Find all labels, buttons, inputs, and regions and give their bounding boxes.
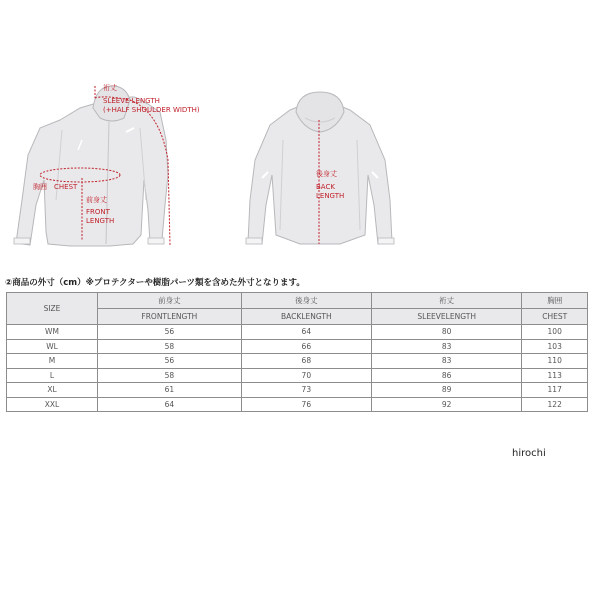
value-cell: 73 — [241, 383, 371, 398]
col-header-sleeve-en: SLEEVELENGTH — [371, 309, 521, 325]
table-row — [7, 339, 588, 354]
back-jacket-illustration — [246, 92, 394, 244]
value-cell: 56 — [98, 354, 242, 369]
value-cell: 66 — [241, 339, 371, 354]
brand-watermark: hirochi — [512, 448, 546, 459]
col-header-front-jp: 前身丈 — [98, 293, 242, 309]
table-row — [7, 383, 588, 398]
back-length-label-en: BACK — [316, 183, 335, 191]
front-length-label-en: FRONT — [86, 208, 110, 216]
col-header-chest-jp: 胸囲 — [522, 293, 588, 309]
value-cell: 113 — [522, 368, 588, 383]
value-cell: 58 — [98, 368, 242, 383]
value-cell: 76 — [241, 397, 371, 412]
table-row — [7, 368, 588, 383]
size-table — [6, 292, 588, 412]
value-cell: 68 — [241, 354, 371, 369]
value-cell: 100 — [522, 325, 588, 340]
size-cell: XXL — [7, 397, 98, 412]
back-length-label-en-sub: LENGTH — [316, 192, 345, 200]
size-cell: WM — [7, 325, 98, 340]
table-row — [7, 354, 588, 369]
table-row — [7, 325, 588, 340]
value-cell: 64 — [98, 397, 242, 412]
jacket-diagram — [0, 0, 600, 270]
size-cell: L — [7, 368, 98, 383]
sleeve-label-jp: 裄丈 — [103, 84, 117, 92]
chest-label-en: CHEST — [54, 183, 78, 191]
value-cell: 122 — [522, 397, 588, 412]
value-cell: 58 — [98, 339, 242, 354]
size-cell: M — [7, 354, 98, 369]
value-cell: 103 — [522, 339, 588, 354]
value-cell: 64 — [241, 325, 371, 340]
value-cell: 89 — [371, 383, 521, 398]
sleeve-label-en-sub: (+HALF SHOULDER WIDTH) — [103, 106, 200, 114]
table-header-row-jp — [7, 293, 588, 309]
measurement-note: ②商品の外寸（cm）※プロテクターや樹脂パーツ類を含めた外寸となります。 — [5, 278, 305, 288]
size-cell: WL — [7, 339, 98, 354]
col-header-back-en: BACKLENGTH — [241, 309, 371, 325]
value-cell: 56 — [98, 325, 242, 340]
col-header-front-en: FRONTLENGTH — [98, 309, 242, 325]
value-cell: 80 — [371, 325, 521, 340]
chest-label-jp: 胸囲 — [33, 183, 47, 191]
value-cell: 92 — [371, 397, 521, 412]
value-cell: 83 — [371, 339, 521, 354]
value-cell: 110 — [522, 354, 588, 369]
back-length-label-jp: 後身丈 — [316, 170, 337, 178]
size-cell: XL — [7, 383, 98, 398]
front-length-label-jp: 前身丈 — [86, 196, 107, 204]
front-length-label-en-sub: LENGTH — [86, 217, 115, 225]
col-header-chest-en: CHEST — [522, 309, 588, 325]
table-row — [7, 397, 588, 412]
col-header-sleeve-jp: 裄丈 — [371, 293, 521, 309]
value-cell: 70 — [241, 368, 371, 383]
value-cell: 61 — [98, 383, 242, 398]
sleeve-label-en: SLEEVE LENGTH — [103, 97, 160, 105]
value-cell: 117 — [522, 383, 588, 398]
value-cell: 86 — [371, 368, 521, 383]
size-column-header: SIZE — [7, 293, 98, 325]
col-header-back-jp: 後身丈 — [241, 293, 371, 309]
value-cell: 83 — [371, 354, 521, 369]
